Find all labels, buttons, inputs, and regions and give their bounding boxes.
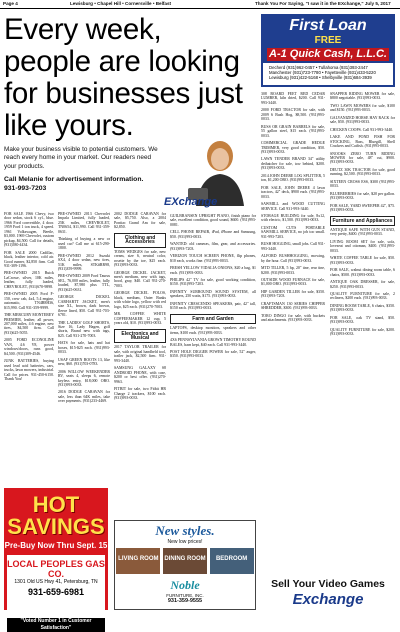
classified-ad: DINING ROOM TABLE, 6 chairs, $350. (931)993-0033. <box>330 303 395 313</box>
room-tile: BEDROOM <box>210 548 254 574</box>
classified-ad: Thinking of buying a new or used car? Call me at 615-290-1800. <box>58 237 110 251</box>
styles-sub: New low prices! <box>167 539 203 545</box>
classified-ad: THE LADIES' GOLF SHORTS, Size 16, Lady Hagen, golf shorts, Brand new with tags, $25. Call 931-270-7003. <box>58 320 110 338</box>
classified-ad: THE MERCURY MONTEREY PREMIER, leather, all power, 207,000 miles, 4.6 engine, new tires, $4,500 firm. Call (931)625-5055. <box>4 313 55 335</box>
classified-ad: GALVANIZED HORSE HAY RACK for sale, $50. (931)993-0033. <box>330 115 395 125</box>
location-line: Lewisburg (931)422-5168 • Shelbyville (931)684-3939 <box>269 75 372 81</box>
classified-ad: 2005 FORD ECONOLINE VAN, 4.6 V8, power windows/doors, runs good, $4,500. (931)309-4546. <box>4 338 54 356</box>
classified-ad: WANTED: old cameras, film, gear, and accessories. (931)993-7203. <box>170 242 256 251</box>
styles-title: New styles. <box>155 523 215 538</box>
section-header-clothing: Clothing and Accessories <box>114 233 166 248</box>
classified-col-4 <box>170 214 256 362</box>
noble-phone: 931-359-9555 <box>167 598 203 604</box>
location-line: Manchester (931)723-7780 • Fayetteville (931)433-5220 <box>269 70 376 76</box>
lead-body: Make your business visible to potential customers. We reach every home in your market. Our readers need your products. <box>4 146 158 170</box>
classified-ad: HATS for sale, hats and hat boxes, $15-$25 each. (931)993-0033. <box>58 341 110 355</box>
classified-ad: USAF GREEN BOOTS 13, like new, $60. (931)703-0783. <box>58 357 110 367</box>
classified-ad: 2000 FORD TRACTOR for sale, with 2009 6 Bush Hog, $8,500. (931)993-0033. <box>261 108 325 122</box>
classified-ad: HIP GARDEN TILLER for sale, $350. (931)993-7203. <box>261 289 325 299</box>
classified-ad: FOR SALE, JOHN DEERE 4 lawn tractors, 42" deck, $900 each. (931)993-0033. <box>261 185 325 199</box>
classified-ad: PRE-OWNED 2015 Buick LaCrosse, silver, 10K miles, leather, fully loaded, CHEVROLET, (931)670-9898. <box>4 271 54 289</box>
lead-phone: 931-993-7203 <box>4 184 47 192</box>
classified-ad: FOR SALE 1966 Chevy, two door sedan, stock 6 cyl., blue. 1966 Ford convertible, 4 door. 1959 Ford 1 ton truck, 4 speed. 1961 Volkswagen, Beetle, $3,000. 1969 Chevrolet, custom pickup, $4,500. Call for details, (931)580-4434. <box>4 212 54 248</box>
gas-company-address: 1301 Old US Hwy 41, Petersburg, TN <box>14 579 98 585</box>
classified-ad: LAKE AND POND FISH FOR STOCKING, Bass, Bluegill, Shell Crackers and Catfish. (931)993-0033. <box>330 135 395 149</box>
classified-ad: PRE-OWNED 2009 Ford Taurus SEL, 76,000 miles, leather, fully loaded, $7,980 plus TTL, (931)625-0631. <box>58 274 110 292</box>
exchange-footer-logo: Exchange <box>292 591 364 608</box>
classified-ad: BUSS OR GRAIN BARRELS for sale, 55 gallon steel, $15 each. (931)993-0033. <box>261 124 325 138</box>
hot-savings-title: HOT SAVINGS <box>7 492 105 539</box>
noble-logo: Noble <box>170 578 200 592</box>
classified-ad: CHICKEN COOPS. Call 931-993-3440. <box>330 127 394 132</box>
classified-ad: SIXTEEN CROSS ESS, $300 (931)993-0033. <box>330 179 395 189</box>
classified-ad: 2016 DODGE CARAVAN for sale, less than 64K miles, take over payments. (931)233-4469. <box>58 390 110 404</box>
first-loan-free: FREE <box>314 35 342 46</box>
classified-ad: PHILIPS 42" TV for sale, good working condition, $150. (931)993-7203. <box>170 277 256 287</box>
classified-ad: FITBIT for sale, two Fitbit HR Charge 2 trackers, $100 each. (931)993-0033. <box>114 387 166 400</box>
classified-ad: 308 BOARD FEET RED CEDAR LUMBER, kiln dried, $200. Call 931-993-3440. <box>261 92 325 105</box>
lead-call: Call Melanie for advertisement information. <box>4 176 144 184</box>
classified-col-3 <box>114 212 166 403</box>
gas-company-name: LOCAL PEOPLES GAS CO. <box>7 559 105 579</box>
classified-ad: OUTSIDE WOOD FURNACE for sale, $1,000 OBO. (931)993-0033. <box>261 277 325 287</box>
classified-ad: TORO DINGO for sale, with buckets and attachments. (931)993-0033. <box>261 313 325 323</box>
page-number: Page 4 <box>3 1 18 6</box>
classified-ad: FOR SALE 2000 Cadillac, black, leather interior, cold air. Good runner, $2,850 firm. Call 931-309-1196. <box>4 250 54 268</box>
section-header-electronics: Electronics and Musical <box>114 329 166 344</box>
first-loan-ad <box>261 14 395 87</box>
classified-ad: GEORGE DICKEL JACKET, men's medium, new with tags, hood, gray, $40. Call 931-270-7003. <box>114 270 166 288</box>
classified-ad: TWO LAWN MOWERS for sale, $100 and $150. (931)993-0033. <box>330 103 395 113</box>
classified-ad: CRAFTSMAN 130 SERIES CHIPPER SHREDDER, $300. (931)993-0033. <box>261 301 325 311</box>
classified-ad: CELL PHONE REPAIR, iPad, iPhone and Samsung, $50. (931)993-0033. <box>170 230 256 239</box>
classified-ad: QUALITY FURNITURE for sale, $200. (931)993-0033. <box>330 327 395 337</box>
room-tile: DINING ROOM <box>163 548 207 574</box>
first-loan-title: First Loan <box>289 17 367 34</box>
presale-text: Pre-Buy Now Thru Sept. 15 <box>4 541 108 550</box>
room-tile: LIVING ROOM <box>116 548 160 574</box>
section-header-furniture: Furniture and Appliances <box>330 216 395 226</box>
classified-ad: QUALITY FURNITURE for sale, 2 recliners, $200 each. (931)993-0033. <box>330 291 395 301</box>
classified-ad: 2014 JOHN DEERE LOG SPLITTER, 5 ton, $1,200 OBO. (931)993-0033. <box>261 173 325 183</box>
gas-company-box <box>7 555 105 615</box>
noble-sub: FURNITURE, INC. <box>166 593 204 598</box>
classified-ad: 2006 WILLOW WEEKENDER RV, seats 4, sleeps 6, remote keyless entry, $18,000 OBO. (931)993-0033. <box>58 369 110 387</box>
classified-ad: BUSH HOGGING, small jobs. Call 931-993-3440. <box>261 242 325 251</box>
classified-col-1 <box>4 212 54 384</box>
classified-ad: ALFORD BUSHHOGGING, mowing, by the hour. Call (931)993-0033. <box>261 254 325 263</box>
classified-ad: LAPTOPS, desktop monitors, speakers and other items, $100 each. (931)993-0033. <box>170 326 256 335</box>
location-line: Decherd (931)962-0457 • Tullahoma (931)393-2447 <box>269 65 368 70</box>
classified-ad: ANTIQUE OAK DRESSER, for sale, $250. (931)993-0033. <box>330 280 395 289</box>
classified-ad: JUNK BATTERIES, buying used lead acid batteries, cars, trucks, lawn mowers, industrial. Call for prices. 931-450-6150. Thank You! <box>4 359 54 381</box>
classified-col-2 <box>58 212 110 407</box>
classified-ad: PRE-OWNED 2005 Ford F-150, crew cab, 4x4, 5.4 engine, automatic, TN4B8H36, $15,990. Call 931-359-9999. <box>4 292 54 310</box>
classified-ad: GEORGE DICKEL POLOS, black, medium, Outer Banks with white logo, yellow with red logo, $25 each. (931)270-7003. <box>114 291 166 309</box>
classified-ad: VERIZON TOUCH SCREEN PHONE, flip phones, $10 each, works fine. (931)993-0033. <box>170 254 256 263</box>
furniture-styles-ad <box>114 520 256 610</box>
classified-ad: INFINITY SURROUND SOUND SYSTEM, all speakers, 250 watts, $175. (931)993-0033. <box>170 289 256 299</box>
quick-cash-name: A-1 Quick Cash, L.L.C. <box>267 48 389 61</box>
classified-ad: FOR SALE, YARD SWEEPER 42", $75. (931)993-0033. <box>330 203 395 213</box>
page-header <box>0 0 400 9</box>
sell-line: Sell Your Video Games <box>271 578 385 590</box>
classified-ad: COMMERCIAL GRADE HEDGE TRIMMER, very good condition, $50. (931)993-0033. <box>261 141 325 154</box>
classified-ad: STORAGE BUILDING for sale, 8x12, with electric, $1,500. (931)993-0033. <box>261 213 325 223</box>
room-tiles <box>115 548 255 574</box>
classified-ad: PRE-OWNED 2012 Suzuki SX4, 4 door sedan, new tires, 51K miles, STK#RR98, (931)359-9999. <box>58 253 110 271</box>
sell-video-games-ad <box>261 578 395 610</box>
loan-locations <box>263 63 393 85</box>
classified-ad: FOR SALE, walnut dining room table, 6 chairs, $500. (931)993-0033. <box>330 268 395 277</box>
classified-ad: MTD TILLER, 5 hp, 20" tine, rear tine, $200. (931)993-0033. <box>261 266 325 275</box>
classified-ad: GEORGE DICKEL CARHARTT JACKET, men's size XL, brown, dark brown, fleece lined, $50. Call 931-703-6781. <box>58 295 110 318</box>
lead-headline: Every week, people are looking for businesses just like yours. <box>4 13 243 142</box>
classified-ad: FRESH YELLOW VIDALIA ONIONS, $20 a bag, $1 each. (931)993-0033. <box>170 266 256 275</box>
classified-col-5 <box>261 92 325 326</box>
page-tagline: Thank You For Saying, "I saw it in the EXchange," July 5, 2017 <box>255 1 391 6</box>
gas-company-phone: 931-659-6981 <box>27 587 85 597</box>
classified-ad: FOR SALE, oak TV stand, $50. (931)993-0033. <box>330 315 395 325</box>
section-header-farm: Farm and Garden <box>170 314 256 324</box>
classified-ad: MR. COFFEE WHITE COFFEEMAKER 12 cup, 5 years old, $10. (931)993-0033. <box>114 312 166 326</box>
classified-ad: CUSTOM CUTS PORTABLE SAWMILL SERVICE, no job too small. 931-993-7203. <box>261 225 325 239</box>
classified-ad: ANTIQUE SAFE WITH GUN STAND, very pretty, $400. (931)993-0033. <box>330 227 395 237</box>
classified-ad: DEUTZ 30K TRACTOR for sale, good running, $2,500. (931)993-0033. <box>330 167 395 177</box>
paper-name: Lewisburg • Chapel Hill • Cornersville • Belfast <box>70 1 172 6</box>
classified-ad: TOMS WEDGES for sale, new cream, size 6, neutral color, rosette by the toe, $25 each. (931)993-0033. <box>114 249 166 268</box>
voted-banner: "Voted Number 1 in Customer Satisfaction" <box>7 618 105 632</box>
classified-ad: POST HOLE DIGGER POWER for sale, 52" auger, $350. (931)993-0033. <box>170 349 256 359</box>
classified-ad: SNOOKS ZERO TURN RIDING MOWER for sale, 48" cut, $900. (931)993-0033. <box>330 151 395 165</box>
classified-ad: 2017 TAYLOR TRAILER for sale, with original handheld tool, trailer jack, $2,500 firm. 931-993-3440. <box>114 345 166 363</box>
classified-ad: LAWN TENDER BRAND 34" utility dethatcher for sale, tow behind, $200. (931)993-0033. <box>261 157 325 171</box>
classified-col-6 <box>330 92 395 340</box>
classified-ad: PRE-OWNED 2013 Chevrolet Impala Limited, fully loaded, 25K miles, CHEVROLET, TN0654, $11,990. Call 931-359-0631. <box>58 212 110 234</box>
classified-ad: SNAPPER RIDING MOWER for sale, $800 negotiable. (931)993-0033. <box>330 92 395 101</box>
classified-ad: SAMSUNG GALAXY S8 ANDROID PHONE, with case, $200 or best offer. (931)270-9963. <box>114 366 166 384</box>
classified-ad: 4X6 PENNSYLVANIA GROWN TIMOTHY ROUND BALES, barn kept, $40 each. Call 931-993-3440. <box>170 338 256 347</box>
classified-ad: WHITE COFFEE TABLE for sale, $50. (931)993-0033. <box>330 256 395 265</box>
classified-ad: 2002 DODGE CARAVAN for sale, $5,750. Also, a 2004 Pontiac Grand Am for sale, $2,850. <box>114 212 166 230</box>
hot-savings-ad <box>4 488 108 631</box>
classified-ad: BLUEBERRIES for sale, $20 per gallon. (931)993-0033. <box>330 191 395 201</box>
classified-ad: LIVING ROOM SET for sale, sofa, loveseat and ottoman, $400. (931)993-0033. <box>330 239 395 253</box>
classified-ad: INFINITY CRESCENDO SPEAKERS, pair, 42" tall, $150 each. (931)993-0033. <box>170 301 256 311</box>
classified-ad: GUILBRANSEN UPRIGHT PIANO, finish piano for sale, excellent condition, good sound, $600. (931)993-0081. <box>170 214 256 227</box>
classified-ad: SAWMILL and WOOD CUTTING SERVICE. Call 931-993-3440. <box>261 202 325 211</box>
exchange-logo: EXchange <box>164 196 218 208</box>
